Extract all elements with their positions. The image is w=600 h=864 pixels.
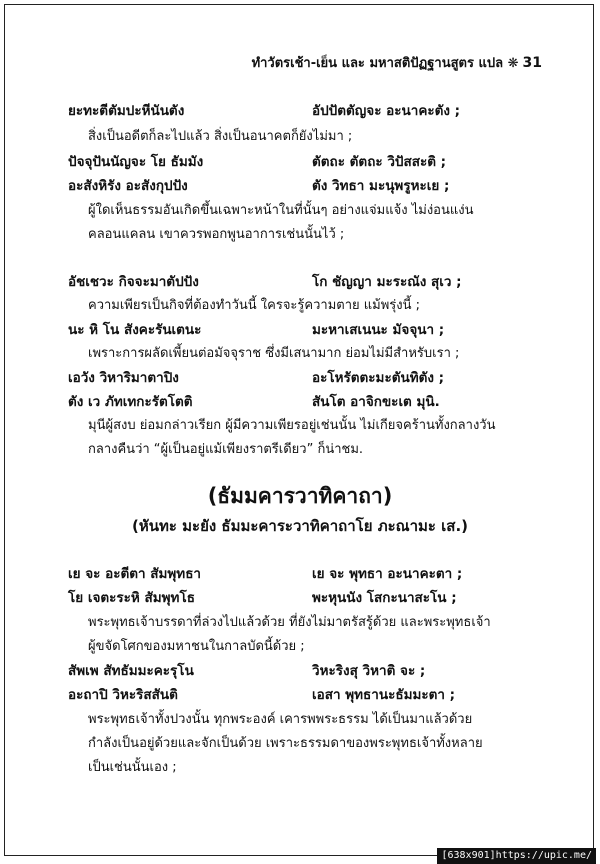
translation-line: ผู้ขจัดโศกของมหาชนในกาลบัดนี้ด้วย ;	[88, 639, 305, 654]
translation-line: ผู้ใดเห็นธรรมอันเกิดขึ้นเฉพาะหน้าในที่นั้นๆ อย่างแจ่มแจ้ง ไม่ง่อนแง่น	[88, 203, 474, 218]
section-title: (ธัมมคารวาทิคาถา)	[207, 484, 393, 508]
translation-line: คลอนแคลน เขาควรพอกพูนอาการเช่นนั้นไว้ ;	[88, 227, 345, 242]
verse-line: ตัง วิทธา มะนุพรูหะเย ;	[312, 178, 450, 194]
translation-line: พระพุทธเจ้าทั้งปวงนั้น ทุกพระองค์ เคารพพระธรรม ได้เป็นมาแล้วด้วย	[88, 712, 473, 727]
translation-line: มุนีผู้สงบ ย่อมกล่าวเรียก ผู้มีความเพียรอยู่เช่นนั้น ไม่เกียจคร้านทั้งกลางวัน	[88, 418, 496, 433]
verse-line: อัปปัตตัญจะ อะนาคะตัง ;	[312, 103, 461, 119]
verse-line: อะโหรัตตะมะตันทิตัง ;	[312, 370, 445, 386]
running-header	[252, 52, 542, 73]
translation-line: พระพุทธเจ้าบรรดาที่ล่วงไปแล้วด้วย ที่ยังไม่มาตรัสรู้ด้วย และพระพุทธเจ้า	[88, 615, 491, 630]
verse-line: อัชเชวะ กิจจะมาตัปปัง	[68, 274, 199, 290]
translation-line: เพราะการผลัดเพี้ยนต่อมัจจุราช ซึ่งมีเสนามาก ย่อมไม่มีสำหรับเรา ;	[88, 346, 460, 361]
verse-line: เอวัง วิหาริมาตาปิง	[68, 370, 179, 386]
verse-line: สันโต อาจิกขะเต มุนิ.	[312, 394, 440, 410]
verse-line: เอสา พุทธานะธัมมะตา ;	[312, 687, 456, 703]
translation-line: เป็นเช่นนั้นเอง ;	[88, 760, 177, 775]
verse-line: ปัจจุปันนัญจะ โย ธัมมัง	[68, 154, 204, 170]
watermark-url: [638x901]https://upic.me/	[437, 848, 596, 864]
verse-line: ตัตถะ ตัตถะ วิปัสสะติ ;	[312, 154, 447, 170]
translation-line: สิ่งเป็นอดีตก็ละไปแล้ว สิ่งเป็นอนาคตก็ยังไม่มา ;	[88, 129, 353, 144]
header-title: ทำวัตรเช้า-เย็น และ มหาสติปัฏฐานสูตร แปล ❋	[251, 56, 519, 71]
verse-line: อะสังหิรัง อะสังกุปปัง	[68, 178, 188, 194]
translation-line: กลางคืนว่า “ผู้เป็นอยู่แม้เพียงราตรีเดียว” ก็น่าชม.	[88, 442, 364, 457]
verse-line: เย จะ พุทธา อะนาคะตา ;	[312, 566, 463, 582]
verse-line: วิหะริงสุ วิหาติ จะ ;	[312, 663, 426, 679]
verse-line: ยะทะตีตัมปะหีนันตัง	[68, 103, 185, 119]
verse-line: พะหุนนัง โสกะนาสะโน ;	[312, 590, 457, 606]
verse-line: สัพเพ สัทธัมมะคะรุโน	[68, 663, 194, 679]
verse-line: โย เจตะระหิ สัมพุทโธ	[68, 590, 195, 606]
translation-line: ความเพียรเป็นกิจที่ต้องทำวันนี้ ใครจะรู้ความตาย แม้พรุ่งนี้ ;	[88, 298, 421, 313]
verse-line: มะหาเสเนนะ มัจจุนา ;	[312, 322, 445, 338]
verse-line: อะถาปิ วิหะริสสันติ	[68, 687, 178, 703]
verse-line: นะ หิ โน สังคะรันเตนะ	[68, 322, 202, 338]
section-subtitle: (หันทะ มะยัง ธัมมะคาระวาทิคาถาโย ภะณามะ เส.)	[131, 517, 469, 535]
verse-line: ตัง เว ภัทเทกะรัตโตติ	[68, 394, 193, 410]
verse-line: โก ชัญญา มะระณัง สุเว ;	[312, 274, 462, 290]
verse-line: เย จะ อะตีตา สัมพุทธา	[68, 566, 202, 582]
page-number: 31	[522, 55, 542, 71]
translation-line: กำลังเป็นอยู่ด้วยและจักเป็นด้วย เพราะธรรมดาของพระพุทธเจ้าทั้งหลาย	[88, 736, 483, 751]
